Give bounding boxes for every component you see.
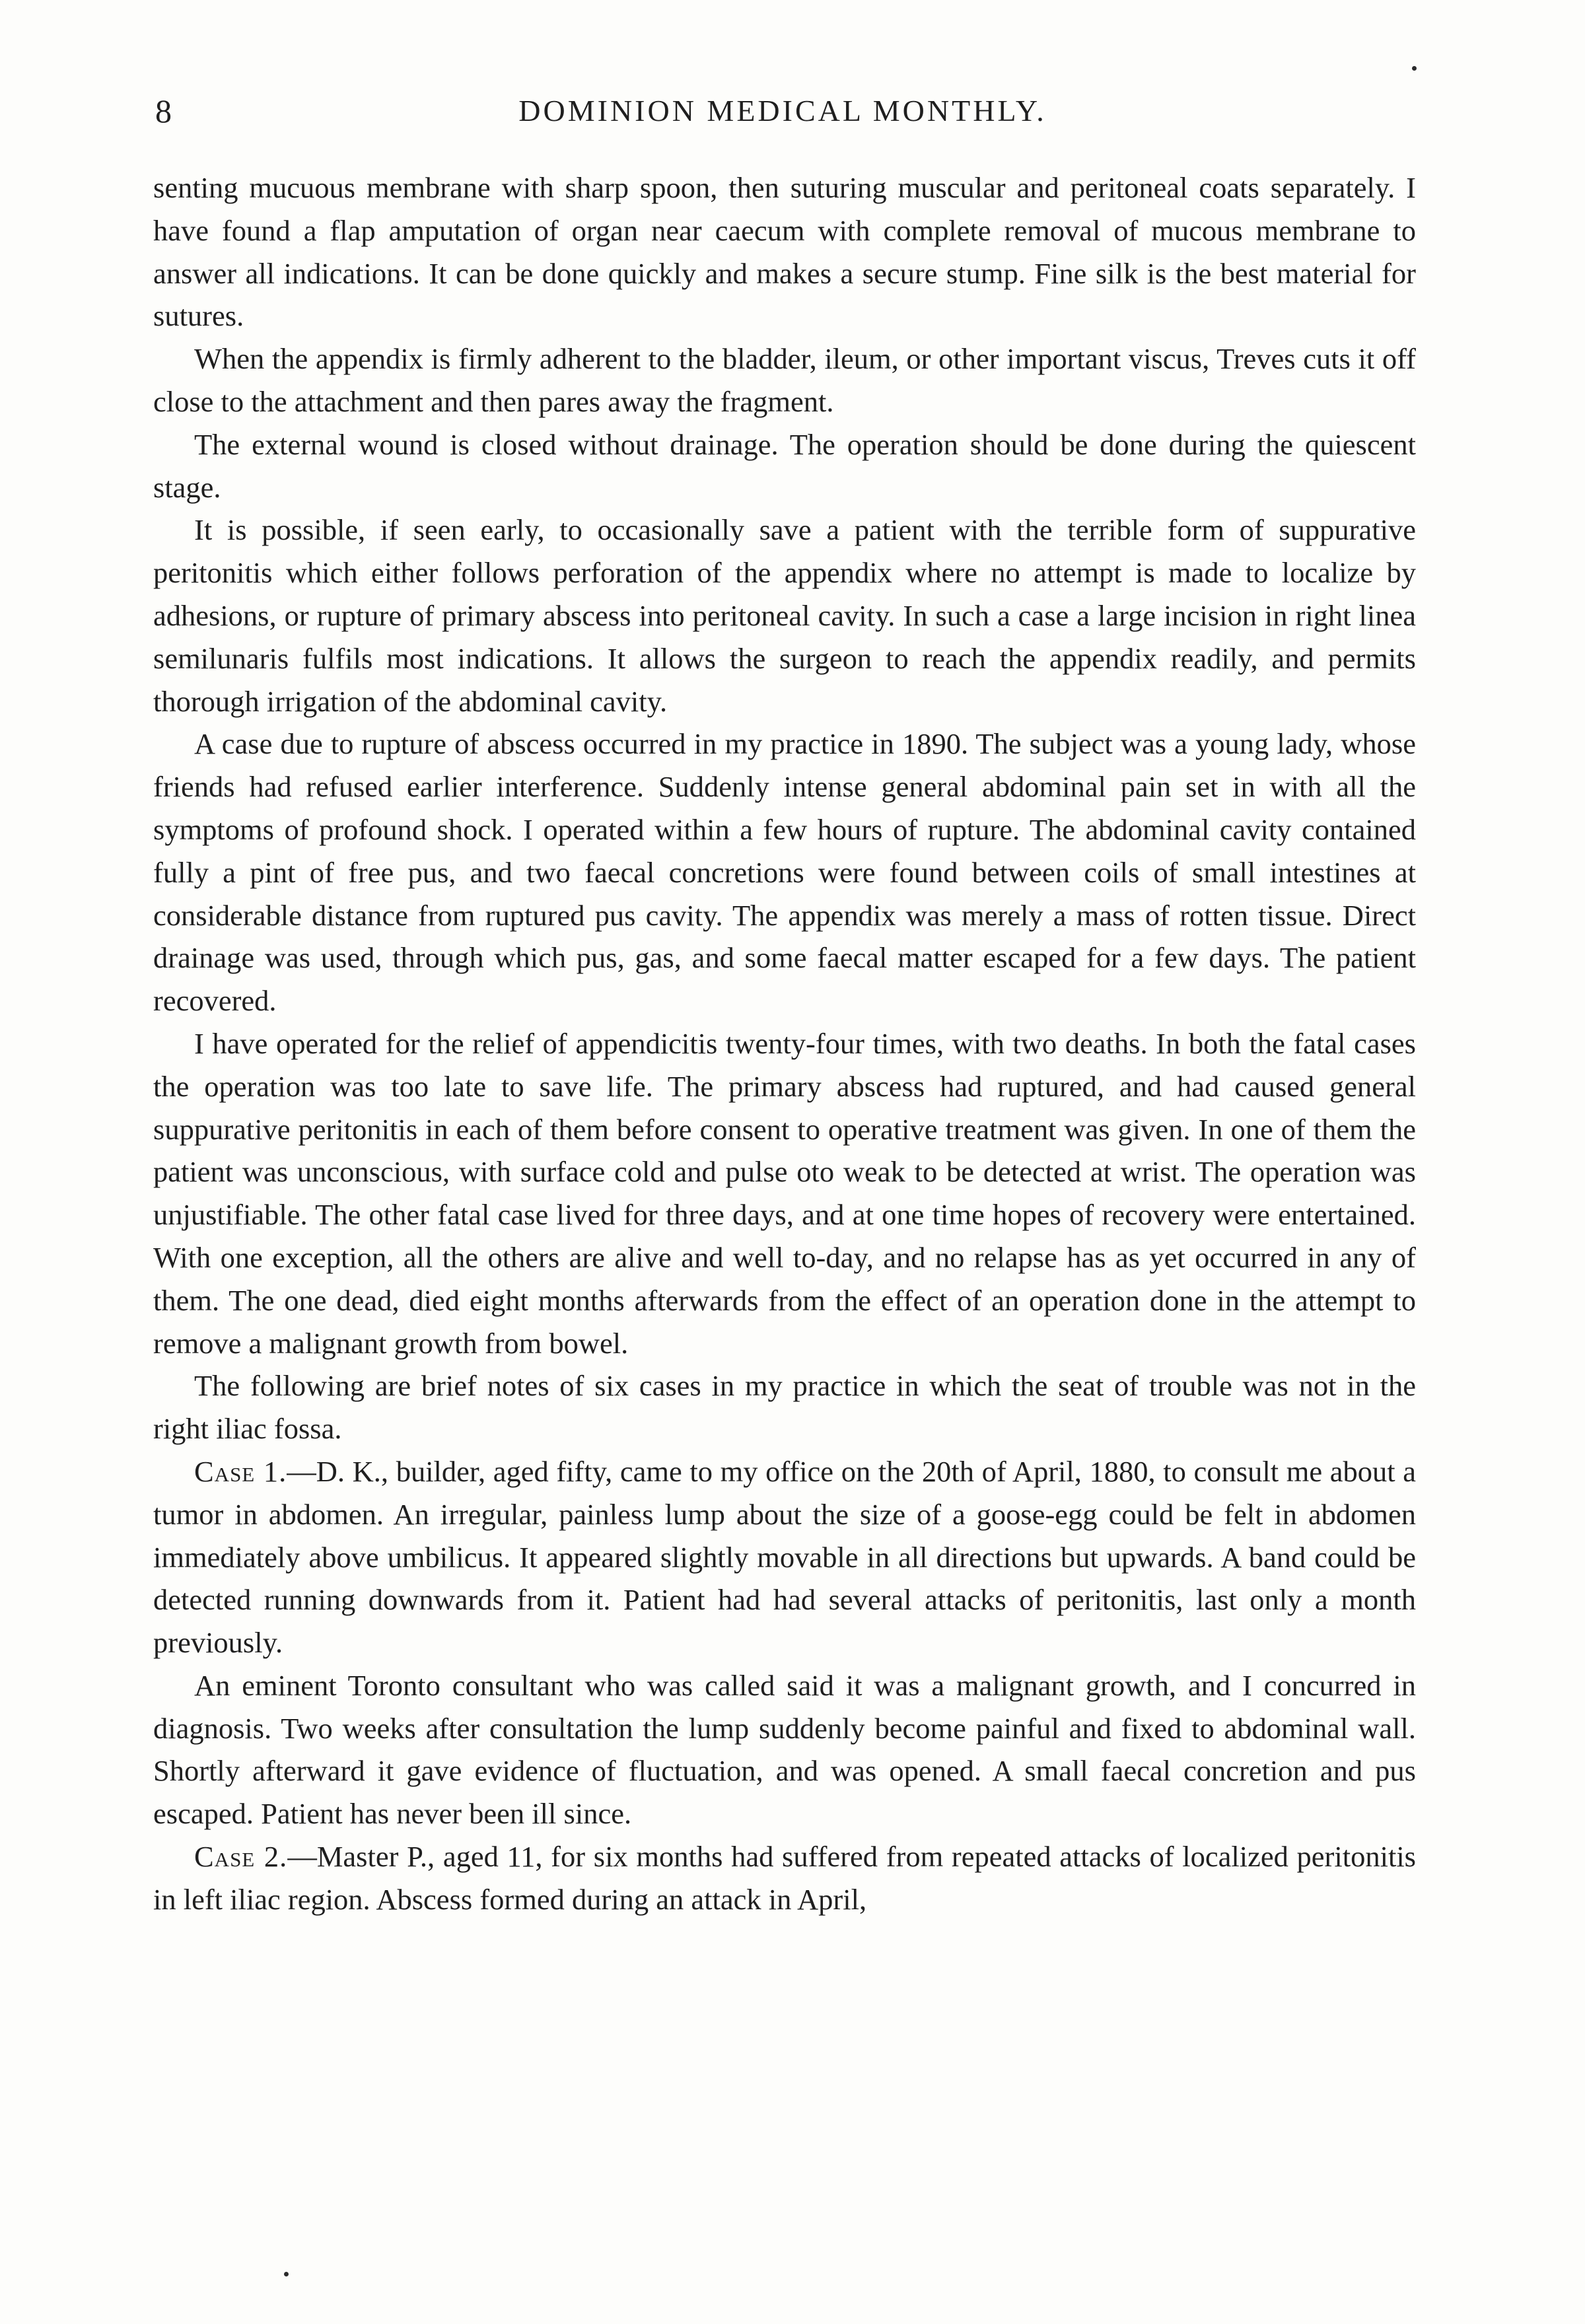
- case-1-text: —D. K., builder, aged fifty, came to my office on the 20th of April, 1880, to consult me about a tumor in abdomen. An irregular, painless lump about the size of a goose-egg could be felt in abdomen immediately above umbilicus. It appeared slightly movable in all directions but upwards. A band could be detected running downwards from it. Patient had had several attacks of peritonitis, last only a month previously.: [153, 1454, 1416, 1660]
- case-2-text: —Master P., aged 11, for six months had suffered from repeated attacks of localized peritonitis in left iliac region. Abscess formed during an attack in April,: [153, 1840, 1416, 1916]
- case-1-label: Case 1.: [194, 1454, 287, 1488]
- paragraph-suppurative-peritonitis: It is possible, if seen early, to occasionally save a patient with the terrible form of suppurative peritonitis which either follows perforation of the appendix where no attempt is made to localize by adhesions, or rupture of primary abscess into peritoneal cavity. In such a case a large incision in right linea semilunaris fulfils most indications. It allows the surgeon to reach the appendix readily, and permits thorough irrigation of the abdominal cavity.: [153, 513, 1416, 718]
- print-speck-top: [1412, 66, 1417, 71]
- paragraph-operation-record: I have operated for the relief of appendicitis twenty-four times, with two deaths. In both the fatal cases the operation was too late to save life. The primary abscess had ruptured, and had caused general suppurative peritonitis in each of them before consent to operative treatment was given. In one of them the patient was unconscious, with surface cold and pulse oto weak to be detected at wrist. The operation was unjustifiable. The other fatal case lived for three days, and at one time hopes of recovery were entertained. With one exception, all the others are alive and well to-day, and no relapse has as yet occurred in any of them. The one dead, died eight months afterwards from the effect of an operation done in the attempt to remove a malignant growth from bowel.: [153, 1026, 1416, 1360]
- paragraph-case-2: [153, 1835, 1416, 1921]
- paragraph-external-wound: The external wound is closed without drainage. The operation should be done during the quiescent stage.: [153, 427, 1416, 504]
- paragraph-rupture-case-1890: A case due to rupture of abscess occurred in my practice in 1890. The subject was a young lady, whose friends had refused earlier interference. Suddenly intense general abdominal pain set in with all the symptoms of profound shock. I operated within a few hours of rupture. The abdominal cavity contained fully a pint of free pus, and two faecal concretions were found between coils of small intestines at considerable distance from ruptured pus cavity. The appendix was merely a mass of rotten tissue. Direct drainage was used, through which pus, gas, and some faecal matter escaped for a few days. The patient recovered.: [153, 727, 1416, 1018]
- print-speck-bottom: [284, 2272, 289, 2276]
- paragraph-six-cases-intro: The following are brief notes of six cases in my practice in which the seat of trouble was not in the right iliac fossa.: [153, 1369, 1416, 1446]
- paragraph-adherent-appendix: When the appendix is firmly adherent to the bladder, ileum, or other important viscus, Treves cuts it off close to the attachment and then pares away the fragment.: [153, 342, 1416, 418]
- paragraph-case-1: [153, 1450, 1416, 1664]
- paragraph-continuation: senting mucuous membrane with sharp spoon, then suturing muscular and peritoneal coats separately. I have found a flap amputation of organ near caecum with complete removal of mucous membrane to answer all indications. It can be done quickly and makes a secure stump. Fine silk is the best material for sutures.: [153, 171, 1416, 333]
- case-2-label: Case 2.: [194, 1840, 288, 1874]
- page-number: 8: [155, 92, 172, 129]
- paragraph-toronto-consultant: An eminent Toronto consultant who was called said it was a malignant growth, and I concurred in diagnosis. Two weeks after consultation the lump suddenly become painful and fixed to abdominal wall. Shortly afterward it gave evidence of fluctuation, and was opened. A small faecal concretion and pus escaped. Patient has never been ill since.: [153, 1668, 1416, 1831]
- article-body: [153, 166, 1416, 1921]
- running-title: DOMINION MEDICAL MONTHLY.: [518, 94, 1047, 127]
- page-header: [155, 91, 1410, 137]
